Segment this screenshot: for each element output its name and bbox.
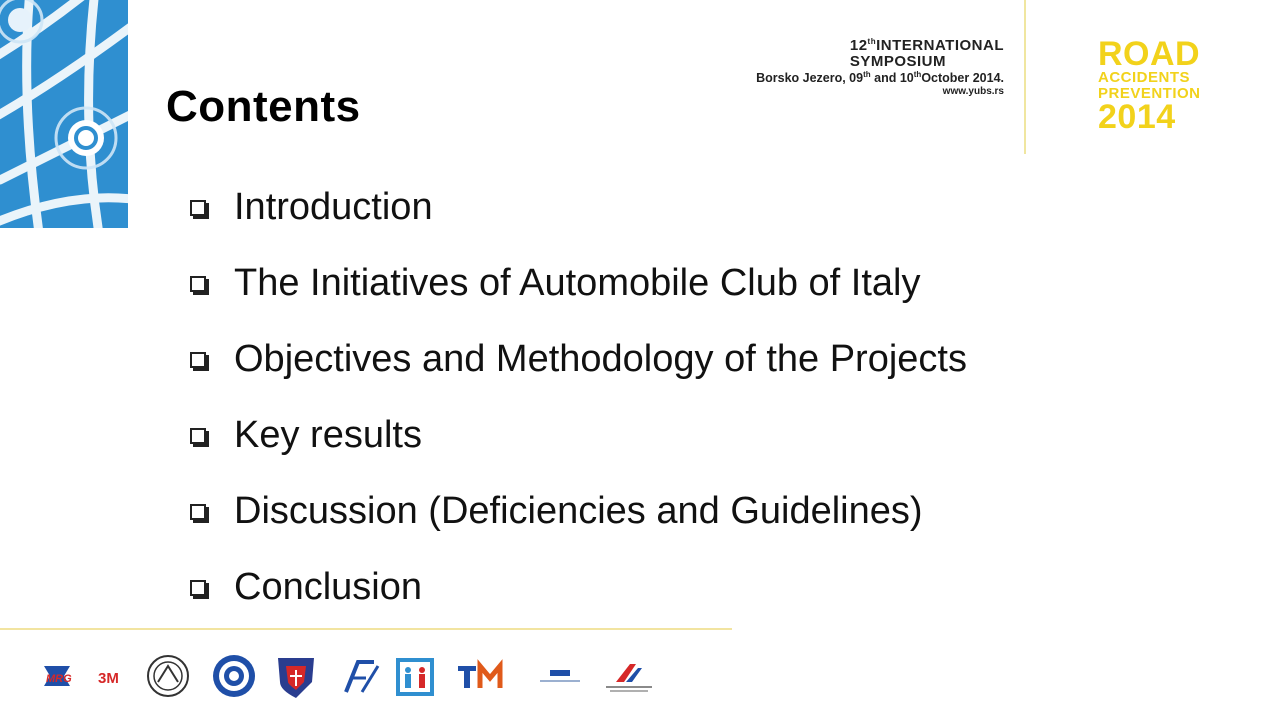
checkbox-bullet-icon — [190, 580, 206, 596]
list-item-label: Introduction — [234, 186, 433, 228]
list-item — [190, 490, 967, 566]
list-item-label: Objectives and Methodology of the Projects — [234, 338, 967, 380]
symposium-title-line2: SYMPOSIUM — [849, 52, 946, 70]
mrg-logo — [44, 666, 72, 686]
tm-logo — [458, 666, 500, 701]
contents-list — [190, 186, 967, 642]
rap-road: ROAD — [1098, 35, 1201, 73]
faculty-traffic-logo — [346, 662, 378, 692]
footer-divider — [0, 628, 732, 630]
police-shield-logo — [278, 658, 314, 698]
sponsor-logo-strip — [40, 652, 660, 702]
rap-year: 2014 — [1098, 97, 1176, 136]
checkbox-bullet-icon — [190, 200, 206, 216]
list-item — [190, 262, 967, 338]
list-item — [190, 566, 967, 642]
list-item — [190, 338, 967, 414]
svg-text:T-M: T-M — [458, 700, 460, 701]
rap-accidents: ACCIDENTS — [1098, 69, 1191, 87]
symposium-title-line1: 12thINTERNATIONAL — [849, 37, 1004, 54]
slide-title: Contents — [166, 82, 361, 131]
header-divider — [1024, 0, 1026, 154]
list-item-label: Conclusion — [234, 566, 422, 608]
road-traffic-safety-agency-logo — [606, 664, 652, 692]
checkbox-bullet-icon — [190, 276, 206, 292]
road-network-illustration — [0, 0, 128, 228]
list-item-label: Key results — [234, 414, 422, 456]
symposium-date: Borsko Jezero, 09th and 10thOctober 2014. — [756, 69, 1004, 85]
symposium-website: www.yubs.rs — [942, 85, 1004, 97]
3m-logo: 3M — [98, 670, 119, 687]
sponsor-logos — [40, 652, 660, 702]
family-association-logo — [396, 658, 434, 696]
faculty-seal-logo — [148, 656, 188, 696]
concentric-circle-logo — [213, 655, 255, 697]
road-accidents-prevention-logo — [1098, 35, 1201, 136]
corner-road-network-graphic — [0, 0, 128, 228]
rap-prevention: PREVENTION — [1098, 84, 1201, 102]
checkbox-bullet-icon — [190, 504, 206, 520]
symposium-header — [660, 38, 1004, 97]
list-item — [190, 414, 967, 490]
checkbox-bullet-icon — [190, 428, 206, 444]
list-item-label: The Initiatives of Automobile Club of Italy — [234, 262, 921, 304]
list-item-label: Discussion (Deficiencies and Guidelines) — [234, 490, 923, 532]
list-item — [190, 186, 967, 262]
government-agency-logo — [540, 670, 580, 682]
checkbox-bullet-icon — [190, 352, 206, 368]
svg-text:MRG: MRG — [46, 673, 72, 685]
